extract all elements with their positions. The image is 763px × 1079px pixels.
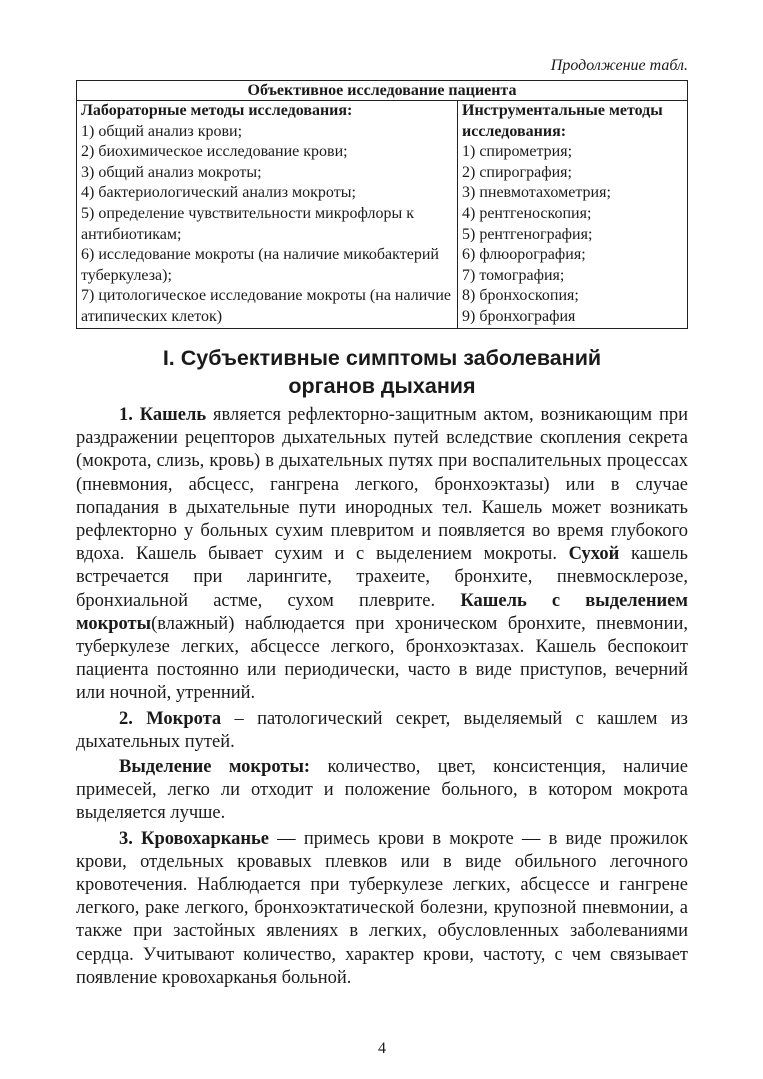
list-item: 7) томография; — [462, 266, 565, 284]
term-hemoptysis: 3. Кровохарканье — [119, 828, 270, 849]
list-item: 2) спирография; — [462, 163, 572, 181]
list-item: 1) спирометрия; — [462, 143, 573, 161]
term-cough: 1. Кашель — [119, 405, 207, 425]
lab-methods-cell — [77, 101, 458, 329]
paragraph-text: — примесь крови в мокроте — в виде прожилок крови, отдельных кровавых плевков или в виде обильного легочного кровотечения. Наблюдается при туберкулезе легких, абсцессе и гангрене легкого, раке легкого, бронхоэктатической болезни, крупозной пневмонии, а также при застойных явлениях в легких, обусловленных заболеваниями сердца. Учитывают количество, характер крови, частоту, с чем связывает появление кровохарканья больной. — [76, 828, 688, 988]
list-item: 4) рентгеноскопия; — [462, 204, 592, 222]
term-sputum: 2. Мокрота — [119, 708, 222, 729]
list-item: 7) цитологическое исследование мокроты (на наличие атипических клеток) — [81, 287, 451, 325]
list-item: 3) пневмотахометрия; — [462, 184, 611, 202]
term-dry-cough: Сухой — [568, 544, 620, 565]
section-title-line-1: I. Субъективные симптомы заболеваний — [162, 346, 602, 370]
section-title-line-2: органов дыхания — [288, 374, 476, 398]
page-number: 4 — [378, 1040, 386, 1057]
paragraph-text: является рефлекторно-защитным актом, возникающим при раздражении рецепторов дыхательных путей вследствие скопления секрета (мокрота, слизь, кровь) в дыхательных путях при воспалительных процессах (пневмония, абсцесс, гангрена легкого, бронхоэктазы) или в случае попадания в дыхательные пути инородных тел. Кашель может возникать рефлекторно у больных сухим плевритом и появляется во время глубокого вдоха. Кашель бывает сухим и с выделением мокроты. — [76, 405, 688, 565]
paragraph-text: – патологический секрет, выделяемый с кашлем из дыхательных путей. — [76, 708, 688, 752]
term-wet-cough: Кашель с выделением мокроты — [76, 590, 688, 634]
body-text — [76, 404, 688, 990]
table-header: Объективное исследование пациента — [77, 81, 688, 101]
paragraph-text: количество, цвет, консистенция, наличие примесей, легко ли отходит и положение больного, в котором мокрота выделяется лучше. — [76, 757, 688, 824]
list-item: 9) бронхография — [462, 307, 576, 325]
examination-table — [76, 80, 688, 329]
list-item: 4) бактериологический анализ мокроты; — [81, 184, 356, 202]
continuation-label: Продолжение табл. — [550, 57, 688, 74]
list-item: 5) определение чувствительности микрофлоры к антибиотикам; — [81, 204, 414, 243]
list-item: 2) биохимическое исследование крови; — [81, 143, 348, 161]
paragraph-text: (влажный) наблюдается при хроническом бронхите, пневмонии, туберкулезе легких, абсцессе легкого, бронхоэктазах. Кашель беспокоит пациента постоянно или периодически, часто в виде приступов, вечерний или ночной, утренний. — [76, 613, 688, 704]
paragraph-hemoptysis — [76, 828, 688, 990]
section-title — [76, 344, 688, 400]
term-sputum-output: Выделение мокроты: — [119, 757, 311, 778]
instrumental-methods-cell — [458, 101, 688, 329]
list-item: 6) флюорография; — [462, 246, 586, 264]
list-item: 8) бронхоскопия; — [462, 287, 579, 305]
instrumental-methods-title: Инструментальные методы исследования: — [462, 102, 663, 140]
list-item: 5) рентгенография; — [462, 225, 593, 243]
list-item: 6) исследование мокроты (на наличие микобактерий туберкулеза); — [81, 246, 439, 284]
paragraph-cough — [76, 404, 688, 706]
list-item: 1) общий анализ крови; — [81, 122, 243, 140]
list-item: 3) общий анализ мокроты; — [81, 163, 262, 181]
paragraph-sputum-output — [76, 756, 688, 826]
lab-methods-title: Лабораторные методы исследования: — [81, 102, 353, 119]
paragraph-sputum — [76, 708, 688, 754]
paragraph-text: кашель встречается при ларингите, трахеите, бронхите, пневмосклерозе, бронхиальной астме, сухом плеврите. — [76, 544, 688, 611]
